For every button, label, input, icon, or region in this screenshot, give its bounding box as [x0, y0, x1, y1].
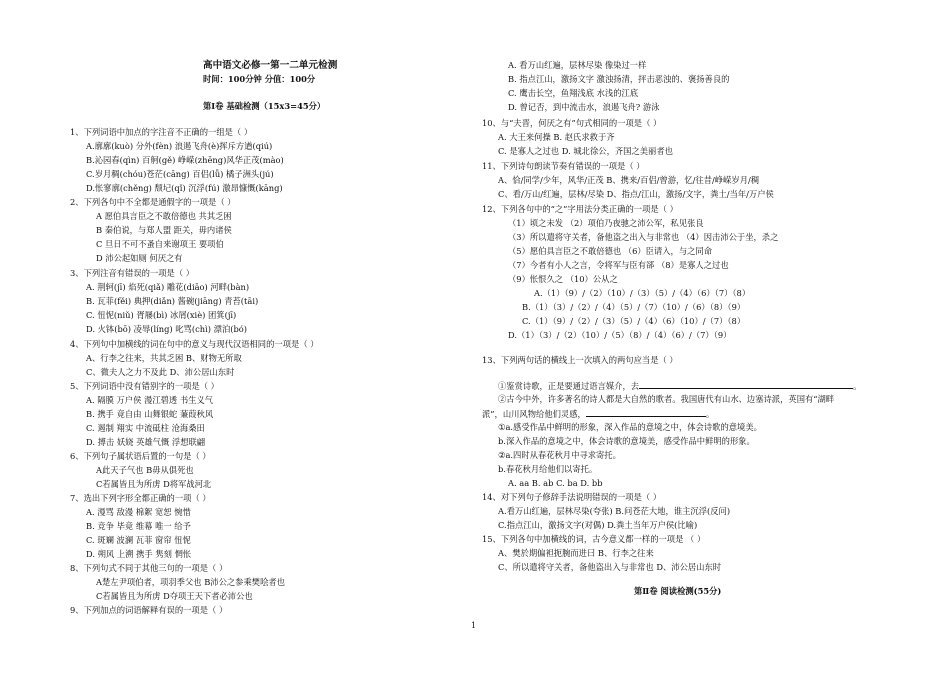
text-line: B. 携手 竟自由 山舞银蛇 蒹葭秋风	[86, 409, 214, 419]
text-line: 5、下列词语中没有错别字的一项是（ ）	[70, 381, 219, 391]
text-line: C 旦日不可不蚤自来谢项王 要项伯	[96, 239, 224, 249]
text-line: 11、下列诗句朗读节奏有错误的一项是（ ）	[482, 161, 645, 171]
text-line: （9）怅恨久之 （10）公从之	[508, 274, 618, 284]
text-line: D.（1）（3）/（2）（10）/（5）（8）/（4）（6）/（7）（9）	[508, 330, 732, 340]
text-line: 时间：100分钟 分值：100分	[203, 74, 316, 84]
text-line: A楚左尹项伯者，项羽季父也 B沛公之参乘樊哙者也	[96, 577, 285, 587]
text-line: 6、下列句子属状语后置的一句是（ ）	[70, 451, 211, 461]
text-line: C.（1）（9）/（2）/（3）（5）/（4）（6）（10）/（7）（8）	[522, 316, 746, 326]
text-line: C若属皆且为所虏 D夺项王天下者必沛公也	[96, 591, 253, 601]
text-line: A. aa B. ab C. ba D. bb	[508, 478, 603, 488]
text-line: B. 指点江山，激扬文字 激浊扬清，抨击恶浊的、褒扬善良的	[508, 74, 730, 84]
text-line: C. 是寡人之过也 D. 城北徐公，齐国之美丽者也	[498, 146, 673, 156]
text-line: B.沁园春(qìn) 百舸(gě) 峥嵘(zhēng)风华正茂(mào)	[86, 155, 284, 165]
text-line: （5）愿伯具言臣之不敢倍德也 （6）臣请入，与之同命	[508, 246, 713, 256]
text-line: A. 大王来何操 B. 赵氏求救于齐	[498, 132, 615, 142]
text-line: C. 忸怩(niǔ) 胥屦(bì) 冰屑(xiè) 团箕(jī)	[86, 310, 237, 320]
text-line: D. 朔风 上溯 携手 隽刻 惘怅	[86, 549, 192, 559]
text-line: 2、下列各句中不全都是通假字的一项是（ ）	[70, 197, 236, 207]
page-number: 1	[471, 621, 477, 630]
text-line: 派”，山川风物给他们灵感， 。	[482, 409, 715, 419]
text-line: A. 隔膜 万户侯 漫江碧透 书生义气	[86, 395, 214, 405]
text-line: 7、选出下列字形全都正确的一项（ ）	[70, 493, 211, 503]
text-line: C. 遏制 翔实 中流砥柱 沧海桑田	[86, 423, 205, 433]
text-line: ①a.感受作品中鲜明的形象，深入作品的意境之中，体会诗歌的意境美。	[498, 422, 762, 432]
text-line: B.（1）（3）/（2）/（4）（5）/（7）（10）/（6）（8）（9）	[522, 302, 746, 312]
text-line: b.深入作品的意境之中，体会诗歌的意境美，感受作品中鲜明的形象。	[498, 436, 755, 446]
text-line: A 愿伯具言臣之不敢倍德也 共其乏困	[96, 211, 232, 221]
text-line: ①鉴赏诗歌，正是要通过语言媒介，去 。	[498, 381, 862, 391]
text-line: D 沛公起如厕 何厌之有	[96, 253, 183, 263]
fill-in-blank[interactable]	[586, 408, 706, 417]
text-line: 8、下列句式不同于其他三句的一项是（ ）	[70, 563, 228, 573]
text-line: C若属皆且为所虏 D将军战河北	[96, 479, 212, 489]
text-line: C、微夫人之力不及此 D、沛公居山东时	[86, 367, 235, 377]
text-line: B 秦伯说，与郑人盟 距关，毋内诸侯	[96, 225, 232, 235]
text-line: A. 漫骂 敌漫 棉絮 宽恕 惋惜	[86, 507, 191, 517]
text-line: 13、下列两句话的横线上一次填入的两句应当是（ ）	[482, 355, 678, 365]
text-line: D. 搏击 妖娆 英雄气慨 浮想联翩	[86, 437, 206, 447]
text-line: D.怅寥廓(chěng) 颓圮(qǐ) 沉浮(fú) 激昂慷慨(kāng)	[86, 183, 283, 193]
text-line: C.岁月稠(chóu)苍茫(cāng) 百侣(lǚ) 橘子洲头(jú)	[86, 169, 274, 179]
text-line: b.春花秋月给他们以寄托。	[498, 464, 598, 474]
text-line: C.指点江山，激扬文字(对偶) D.粪土当年万户侯(比喻)	[498, 520, 698, 530]
text-line: A、樊於期偏袒扼腕而进曰 B、行李之往来	[498, 548, 654, 558]
text-line: （7）今者有小人之言，令将军与臣有郤 （8）是寡人之过也	[508, 260, 729, 270]
fill-in-blank[interactable]	[639, 380, 853, 389]
text-line: D. 曾记否，到中流击水，浪遏飞舟? 游泳	[508, 102, 660, 112]
text-line: ②a.四时从春花秋月中寻求寄托。	[498, 450, 621, 460]
text-line: B. 瓦菲(fěi) 典押(diǎn) 酱碗(jiāng) 青苔(tāi)	[86, 296, 259, 306]
text-line: C. 鹰击长空，鱼翔浅底 水浅的江底	[508, 88, 639, 98]
text-line: B. 竞争 毕竟 维幕 唯一 给予	[86, 521, 191, 531]
text-line: 高中语文必修一第一二单元检测	[203, 60, 338, 71]
text-line: ②古今中外，许多著名的诗人都是大自然的歌者。我国唐代有山水、边塞诗派，英国有“湖畔	[498, 394, 835, 404]
text-line: A、行李之往来，共其乏困 B、财物无所取	[86, 353, 242, 363]
text-line: 第Ⅱ卷 阅读检测(55分)	[634, 586, 722, 596]
text-line: A.（1）（9）/（2）（10）/（3）（5）/（4）（6）（7）（8）	[534, 288, 751, 298]
text-line: 4、下列句中加横线的词在句中的意义与现代汉语相同的一项是（ ）	[70, 339, 319, 349]
text-line: A此天子气也 B毋从俱死也	[96, 465, 194, 475]
text-line: 14、对下列句子修辞手法说明错误的一项是（ ）	[482, 492, 662, 502]
text-line: A.廓廓(kuò) 分外(fèn) 浪遏飞舟(è)挥斥方遒(qiú)	[86, 141, 273, 151]
text-line: C. 斑斓 波澜 瓦菲 窗帘 忸怩	[86, 535, 191, 545]
text-line: C、所以遣将守关者，备他盗出入与非常也 D、沛公居山东时	[498, 562, 722, 572]
text-line: C、看/万山/红遍，层林/尽染 D、指点/江山，激扬/文字，粪土/当年/万户侯	[498, 189, 774, 199]
text-line: A.看万山红遍，层林尽染(夸张) B.问苍茫大地，谁主沉浮(反问)	[498, 506, 731, 516]
text-line: 9、下列加点的词语解释有误的一项是（ ）	[70, 605, 228, 615]
text-line: A、恰/同学/少年，风华/正茂 B、携来/百侣/曾游，忆/往昔/峥嵘岁月/稠	[498, 175, 760, 185]
text-line: （3）所以遣将守关者，备他盗之出入与非常也 （4）因击沛公于坐，杀之	[508, 232, 779, 242]
text-line: A. 看万山红遍，层林尽染 像染过一样	[508, 60, 647, 70]
text-line: A. 荆轲(jī) 焰死(qiǎ) 雕花(diāo) 河畔(bàn)	[86, 282, 250, 292]
text-line: 10、与“夫晋，何厌之有”句式相同的一项是（ ）	[482, 118, 662, 128]
text-line: 1、下列词语中加点的字注音不正确的一组是（ ）	[70, 127, 253, 137]
text-line: D. 火钵(bō) 凌辱(líng) 叱骂(chì) 漂泊(bó)	[86, 324, 248, 334]
text-line: （1）顷之未发 （2）项伯乃夜驰之沛公军，私见张良	[508, 218, 704, 228]
text-line: 12、下列各句中的“之”字用法分类正确的一项是（ ）	[482, 204, 678, 214]
text-line: 3、下列注音有错误的一项是（ ）	[70, 268, 195, 278]
text-line: 第Ⅰ卷 基础检测（15x3=45分）	[203, 101, 326, 111]
text-line: 15、下列各句中加横线的词，古今意义都一样的一项是 （ ）	[482, 534, 706, 544]
